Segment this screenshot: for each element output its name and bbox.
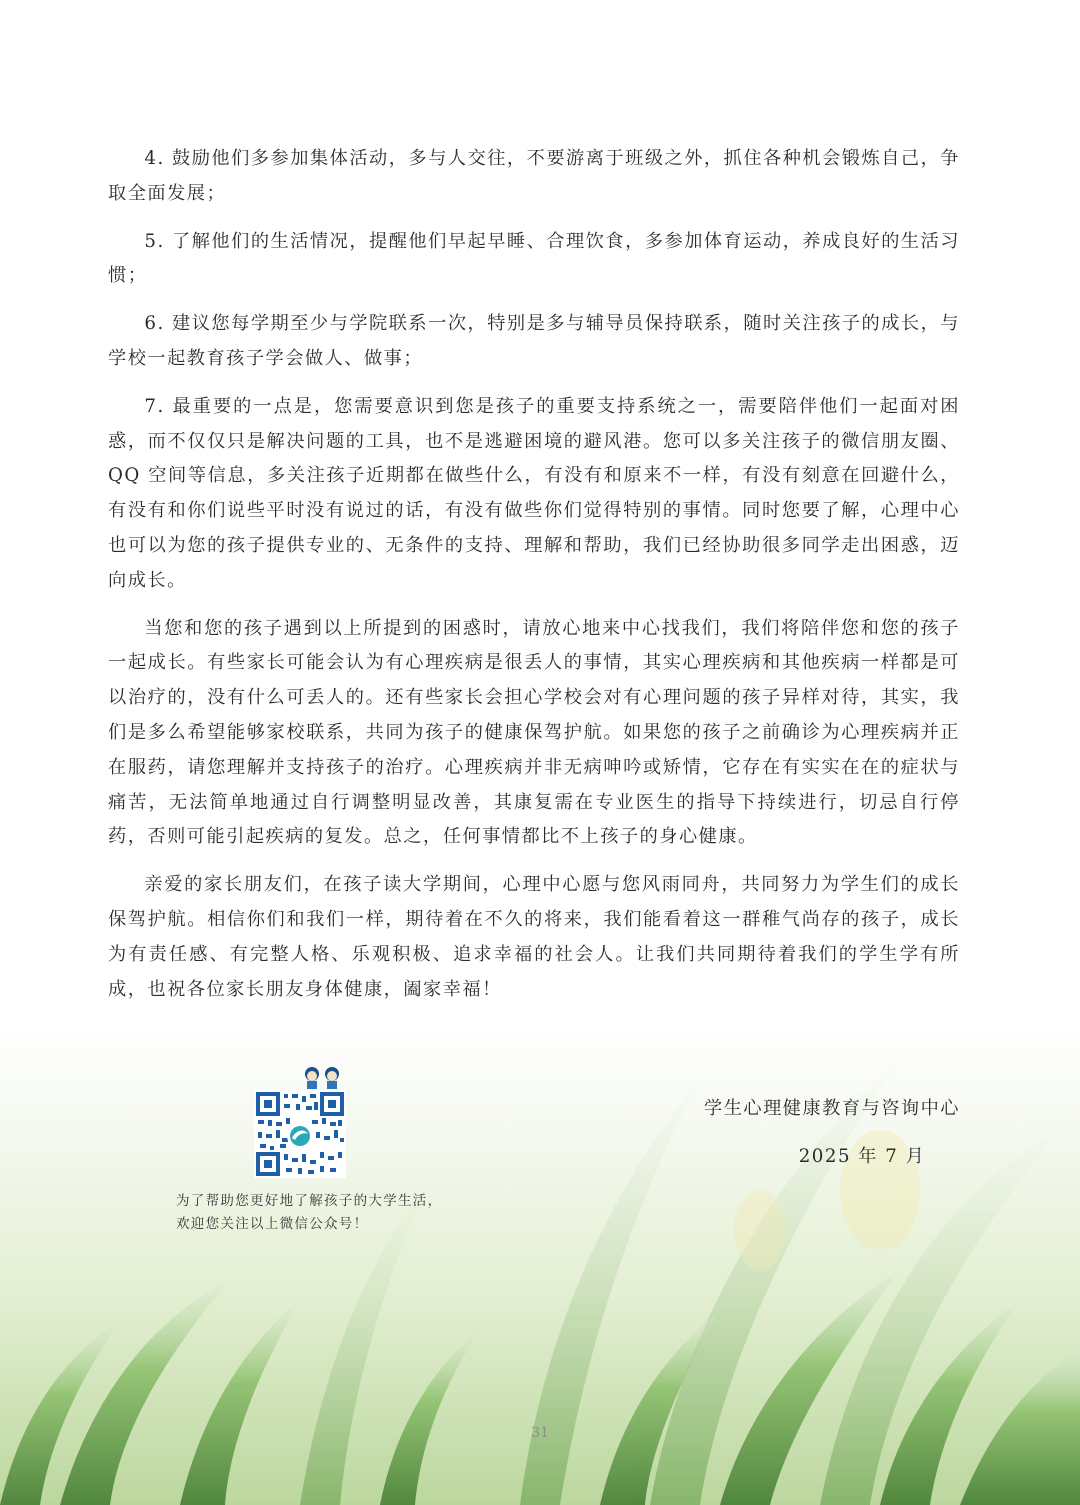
signature-block — [704, 1094, 960, 1172]
signature-organization: 学生心理健康教育与咨询中心 — [704, 1098, 960, 1119]
paragraph-support: 当您和您的孩子遇到以上所提到的困惑时，请放心地来中心找我们，我们将陪伴您和您的孩子一起成长。有些家长可能会认为有心理疾病是很丢人的事情，其实心理疾病和其他疾病一样都是可以治疗的，没有什么可丢人的。还有些家长会担心学校会对有心理问题的孩子异样对待，其实，我们是多么希望能够家校联系，共同为孩子的健康保驾护航。如果您的孩子之前确诊为心理疾病并正在服药，请您理解并支持孩子的治疗。心理疾病并非无病呻吟或矫情，它存在有实实在在的症状与痛苦，无法简单地通过自行调整明显改善，其康复需在专业医生的指导下持续进行，切忌自行停药，否则可能引起疾病的复发。总之，任何事情都比不上孩子的身心健康。 — [108, 617, 960, 848]
paragraph-item-5: 5. 了解他们的生活情况，提醒他们早起早睡、合理饮食，多参加体育运动，养成良好的生活习惯； — [108, 230, 960, 287]
paragraph-item-4: 4. 鼓励他们多参加集体活动，多与人交往，不要游离于班级之外，抓住各种机会锻炼自己，争取全面发展； — [108, 148, 960, 204]
wechat-qr-code-icon — [240, 1064, 360, 1184]
letter-body — [108, 142, 960, 1020]
qr-caption: 为了帮助您更好地了解孩子的大学生活，欢迎您关注以上微信公众号！ — [176, 1193, 443, 1232]
paragraph-item-6: 6. 建议您每学期至少与学院联系一次，特别是多与辅导员保持联系，随时关注孩子的成长，与学校一起教育孩子学会做人、做事； — [108, 313, 960, 369]
page-number: 31 — [531, 1425, 549, 1441]
mascot-icon — [305, 1067, 339, 1089]
paragraph-closing: 亲爱的家长朋友们，在孩子读大学期间，心理中心愿与您风雨同舟，共同努力为学生们的成长保驾护航。相信你们和我们一样，期待着在不久的将来，我们能看着这一群稚气尚存的孩子，成长为有责任感、有完整人格、乐观积极、追求幸福的社会人。让我们共同期待着我们的学生学有所成，也祝各位家长朋友身体健康，阖家幸福！ — [108, 874, 960, 1000]
signature-date: 2025 年 7 月 — [798, 1146, 926, 1167]
paragraph-item-7: 7. 最重要的一点是，您需要意识到您是孩子的重要支持系统之一，需要陪伴他们一起面对困惑，而不仅仅只是解决问题的工具，也不是逃避困境的避风港。您可以多关注孩子的微信朋友圈、QQ 空间等信息，多关注孩子近期都在做些什么，有没有和原来不一样，有没有刻意在回避什么，有没有和你们说些平时没有说过的话，有没有做些你们觉得特别的事情。同时您要了解，心理中心也可以为您的孩子提供专业的、无条件的支持、理解和帮助，我们已经协助很多同学走出困惑，迈向成长。 — [108, 395, 960, 591]
